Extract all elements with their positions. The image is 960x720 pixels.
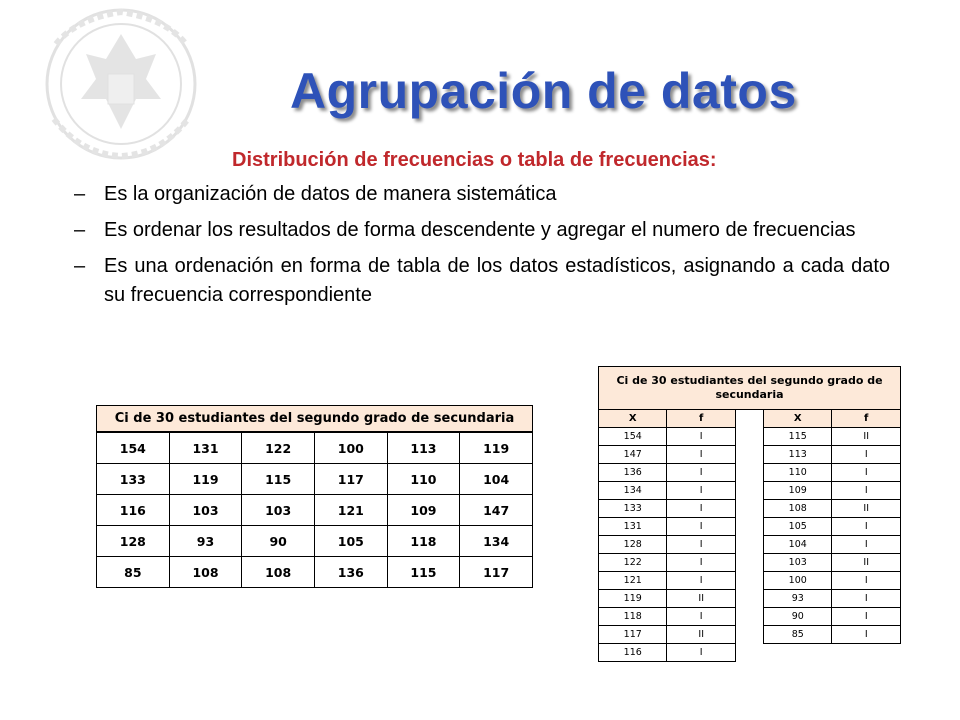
table-row <box>599 644 901 662</box>
table-cell: 136 <box>314 557 387 588</box>
table-row <box>599 554 901 572</box>
table-cell: 147 <box>460 495 533 526</box>
table-cell: II <box>832 554 901 572</box>
column-spacer <box>735 446 763 464</box>
table-cell: 90 <box>242 526 315 557</box>
table-cell: I <box>667 518 735 536</box>
table-cell: I <box>832 626 901 644</box>
table-cell: 131 <box>599 518 667 536</box>
table-cell: I <box>832 590 901 608</box>
list-item <box>68 216 890 245</box>
table-row <box>97 526 533 557</box>
table-cell: 115 <box>387 557 460 588</box>
table-cell: I <box>667 482 735 500</box>
table-cell: I <box>667 464 735 482</box>
column-spacer <box>735 482 763 500</box>
bullet-dash: – <box>74 183 86 205</box>
table-cell: 85 <box>764 626 832 644</box>
table-cell: I <box>667 554 735 572</box>
table-cell: I <box>667 500 735 518</box>
table-cell: 128 <box>97 526 170 557</box>
table-cell: 154 <box>599 428 667 446</box>
table-cell: 136 <box>599 464 667 482</box>
table-row <box>599 572 901 590</box>
table-cell: 128 <box>599 536 667 554</box>
table-cell: 115 <box>242 464 315 495</box>
table-cell: 119 <box>169 464 242 495</box>
raw-table-caption: Ci de 30 estudiantes del segundo grado de secundaria <box>97 406 533 433</box>
table-cell: 122 <box>242 432 315 464</box>
table-row <box>599 590 901 608</box>
table-row <box>599 626 901 644</box>
column-header: f <box>832 410 901 428</box>
column-spacer <box>735 464 763 482</box>
empty-cell <box>764 644 832 662</box>
freq-table-caption: Ci de 30 estudiantes del segundo grado de secundaria <box>599 367 901 410</box>
freq-table-header-row <box>599 410 901 428</box>
table-cell: 110 <box>387 464 460 495</box>
raw-data-table <box>96 405 533 588</box>
list-item <box>68 252 890 310</box>
table-cell: 118 <box>599 608 667 626</box>
university-seal-icon <box>36 4 206 164</box>
table-row <box>599 536 901 554</box>
table-cell: 119 <box>599 590 667 608</box>
bullet-dash: – <box>74 255 86 277</box>
table-cell: 100 <box>314 432 387 464</box>
table-row <box>97 432 533 464</box>
column-spacer <box>735 590 763 608</box>
column-header: X <box>599 410 667 428</box>
table-cell: 93 <box>169 526 242 557</box>
frequency-table <box>598 366 901 662</box>
table-cell: 104 <box>460 464 533 495</box>
table-cell: I <box>667 644 735 662</box>
column-spacer <box>735 500 763 518</box>
column-spacer <box>735 608 763 626</box>
table-cell: 103 <box>242 495 315 526</box>
table-cell: I <box>832 446 901 464</box>
table-row <box>599 518 901 536</box>
bullet-dash: – <box>74 219 86 241</box>
table-cell: 147 <box>599 446 667 464</box>
column-spacer <box>735 644 763 662</box>
table-cell: I <box>667 572 735 590</box>
table-cell: 113 <box>764 446 832 464</box>
table-cell: I <box>832 608 901 626</box>
table-cell: 90 <box>764 608 832 626</box>
table-row <box>599 500 901 518</box>
table-cell: 100 <box>764 572 832 590</box>
table-cell: 109 <box>387 495 460 526</box>
table-cell: 121 <box>599 572 667 590</box>
table-cell: 119 <box>460 432 533 464</box>
table-cell: 115 <box>764 428 832 446</box>
table-cell: 108 <box>764 500 832 518</box>
table-cell: II <box>832 428 901 446</box>
table-cell: 134 <box>599 482 667 500</box>
table-cell: 133 <box>97 464 170 495</box>
table-row <box>599 446 901 464</box>
table-cell: 105 <box>764 518 832 536</box>
column-spacer <box>735 572 763 590</box>
table-cell: 103 <box>169 495 242 526</box>
table-cell: 122 <box>599 554 667 572</box>
table-cell: 105 <box>314 526 387 557</box>
column-header: f <box>667 410 735 428</box>
table-row <box>599 608 901 626</box>
page-title: Agrupación de datos <box>290 63 797 119</box>
column-spacer <box>735 554 763 572</box>
table-row <box>97 495 533 526</box>
table-cell: 154 <box>97 432 170 464</box>
column-header: X <box>764 410 832 428</box>
column-spacer <box>735 536 763 554</box>
list-item <box>68 180 890 209</box>
table-cell: I <box>832 536 901 554</box>
table-cell: 131 <box>169 432 242 464</box>
table-cell: 113 <box>387 432 460 464</box>
table-row <box>599 464 901 482</box>
table-cell: 116 <box>599 644 667 662</box>
table-cell: II <box>667 590 735 608</box>
table-cell: 121 <box>314 495 387 526</box>
table-row <box>97 557 533 588</box>
table-row <box>97 464 533 495</box>
table-cell: 103 <box>764 554 832 572</box>
table-cell: I <box>832 464 901 482</box>
table-cell: 109 <box>764 482 832 500</box>
column-spacer <box>735 410 763 428</box>
table-row <box>599 482 901 500</box>
column-spacer <box>735 626 763 644</box>
bullet-text: Es la organización de datos de manera sistemática <box>104 183 557 205</box>
table-cell: I <box>832 482 901 500</box>
table-cell: 117 <box>460 557 533 588</box>
column-spacer <box>735 518 763 536</box>
table-cell: 116 <box>97 495 170 526</box>
empty-cell <box>832 644 901 662</box>
table-cell: II <box>832 500 901 518</box>
table-cell: 117 <box>599 626 667 644</box>
table-cell: 117 <box>314 464 387 495</box>
table-row <box>599 428 901 446</box>
table-cell: 110 <box>764 464 832 482</box>
table-cell: 108 <box>169 557 242 588</box>
definition-list <box>68 180 890 317</box>
table-cell: I <box>667 536 735 554</box>
table-cell: I <box>667 608 735 626</box>
table-cell: 93 <box>764 590 832 608</box>
table-cell: 108 <box>242 557 315 588</box>
bullet-text: Es una ordenación en forma de tabla de los datos estadísticos, asignando a cada dato su frecuencia correspondiente <box>104 255 890 306</box>
column-spacer <box>735 428 763 446</box>
table-cell: 85 <box>97 557 170 588</box>
table-cell: I <box>667 428 735 446</box>
table-cell: 133 <box>599 500 667 518</box>
table-cell: 104 <box>764 536 832 554</box>
section-subtitle: Distribución de frecuencias o tabla de frecuencias: <box>232 149 717 171</box>
table-cell: 134 <box>460 526 533 557</box>
table-cell: 118 <box>387 526 460 557</box>
table-cell: I <box>667 446 735 464</box>
table-cell: I <box>832 572 901 590</box>
table-cell: I <box>832 518 901 536</box>
table-cell: II <box>667 626 735 644</box>
bullet-text: Es ordenar los resultados de forma descendente y agregar el numero de frecuencias <box>104 219 856 241</box>
